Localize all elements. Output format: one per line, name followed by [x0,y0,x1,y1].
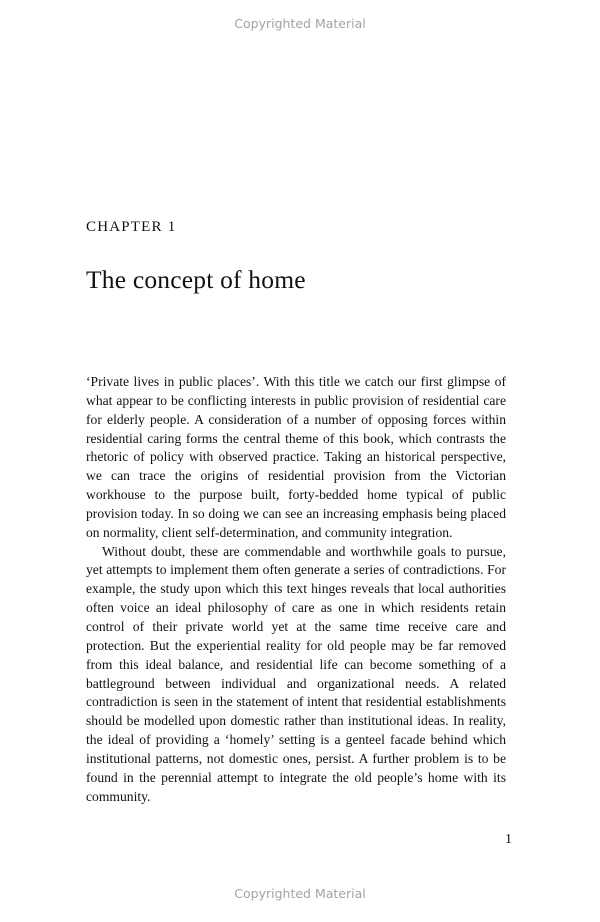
chapter-title: The concept of home [86,265,306,294]
copyright-watermark-bottom: Copyrighted Material [234,886,366,901]
paragraph-2: Without doubt, these are commendable and worthwhile goals to pursue, yet attempts to implement them often generate a series of contradictions. For example, the study upon which this text hinges reveals that local authorities often voice an ideal philosophy of care as one in which residents retain control of their private world yet at the same time receive care and protection. But the experiential reality for old people may be far removed from this ideal balance, and residential life can become something of a battleground between individual and organizational needs. A related contradiction is seen in the statement of intent that residential establishments should be modelled upon domestic rather than institutional ideas. In reality, the ideal of providing a ‘homely’ setting is a genteel facade behind which institutional patterns, not domestic ones, persist. A further problem is to be found in the perennial attempt to integrate the old people’s home with its community. [86,543,506,804]
body-text [86,373,506,806]
paragraph-1: ‘Private lives in public places’. With this title we catch our first glimpse of what appear to be conflicting interests in public provision of residential care for elderly people. A consideration of a number of opposing forces within residential caring forms the central theme of this book, which contrasts the rhetoric of policy with observed practice. Taking an historical perspective, we can trace the origins of residential provision from the Victorian workhouse to the purpose built, forty-bedded home typical of public provision today. In so doing we can see an increasing emphasis being placed on normality, client self-determination, and community integration. [86,374,506,540]
chapter-label: CHAPTER 1 [86,219,177,235]
page-number: 1 [505,832,512,847]
copyright-watermark-top: Copyrighted Material [234,16,366,31]
